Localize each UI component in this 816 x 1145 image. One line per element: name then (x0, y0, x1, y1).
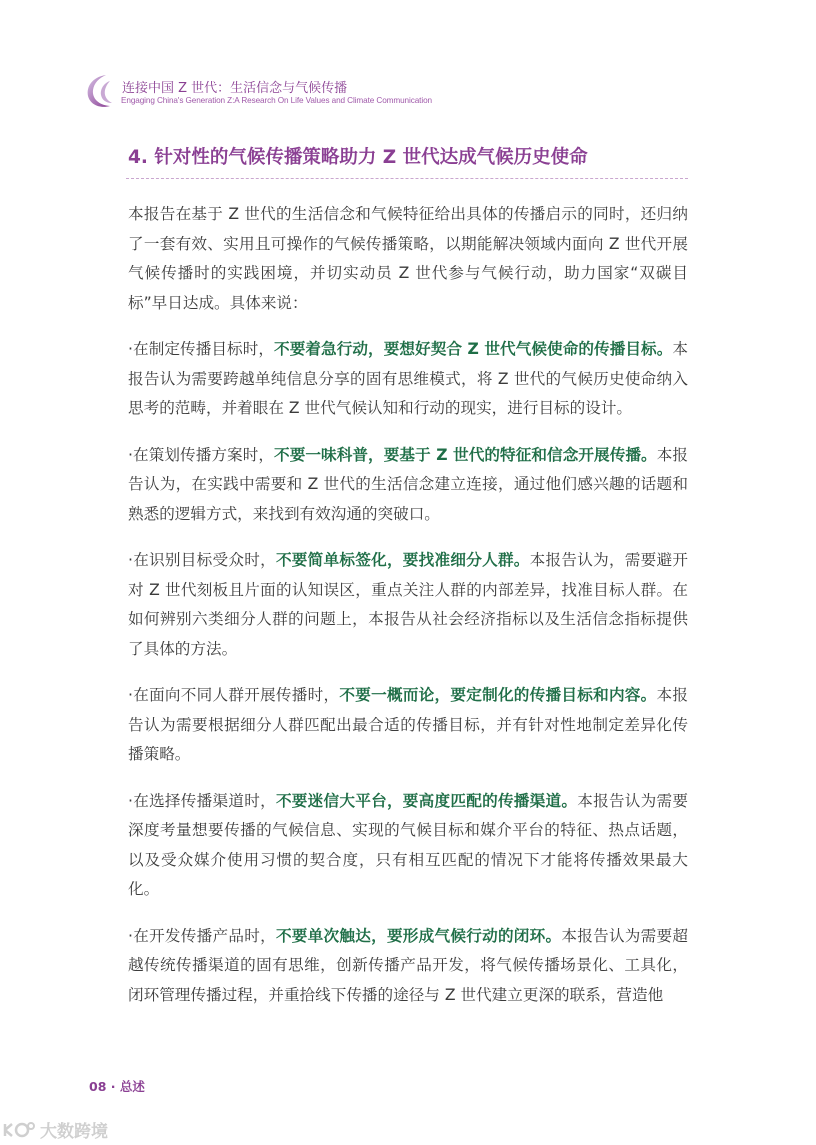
section-title: 4. 针对性的气候传播策略助力 Z 世代达成气候历史使命 (128, 147, 588, 168)
strategy-item (128, 546, 688, 664)
strategy-body: 本报告认为需要深度考量想要传播的气候信息、实现的气候目标和媒介平台的特征、热点话题，以及受众媒介使用习惯的契合度，只有相互匹配的情况下才能将传播效果最大化。 (128, 791, 688, 898)
crescent-moon-icon (84, 73, 116, 109)
strategy-body: 本报告认为需要超越传统传播渠道的固有思维，创新传播产品开发，将气候传播场景化、工具化，闭环管理传播过程，并重拾线下传播的途径与 Z 世代建立更深的联系，营造他 (128, 926, 688, 1004)
strategy-highlight: 不要着急行动，要想好契合 Z 世代气候使命的传播目标。 (274, 340, 673, 358)
strategy-highlight: 不要迷信大平台，要高度匹配的传播渠道。 (275, 791, 578, 810)
strategy-body: 本报告认为需要根据细分人群匹配出最合适的传播目标，并有针对性地制定差异化传播策略。 (128, 686, 688, 763)
strategy-lead: ·在开发传播产品时， (128, 926, 276, 945)
title-divider (126, 178, 688, 179)
strategy-lead: ·在制定传播目标时， (128, 340, 275, 358)
strategy-item (128, 922, 688, 1011)
strategy-body: 本报告认为，在实践中需要和 Z 世代的生活信念建立连接，通过他们感兴趣的话题和熟悉的逻辑方式，来找到有效沟通的突破口。 (128, 445, 688, 523)
strategy-highlight: 不要一概而论，要定制化的传播目标和内容。 (339, 686, 657, 704)
document-body (128, 200, 688, 1027)
strategy-item (128, 681, 688, 770)
intro-paragraph: 本报告在基于 Z 世代的生活信念和气候特征给出具体的传播启示的同时，还归纳了一套有效、实用且可操作的气候传播策略，以期能解决领域内面向 Z 世代开展气候传播时的实践困境，并切实动员 Z 世代参与气候行动，助力国家“双碳目标”早日达成。具体来说： (128, 205, 688, 312)
strategy-lead: ·在选择传播渠道时， (128, 791, 276, 810)
strategy-highlight: 不要单次触达，要形成气候行动的闭环。 (275, 926, 562, 945)
strategy-item (128, 335, 688, 424)
watermark (2, 1117, 108, 1142)
strategy-highlight: 不要简单标签化，要找准细分人群。 (275, 551, 530, 569)
strategy-lead: ·在策划传播方案时， (128, 445, 275, 464)
strategy-lead: ·在识别目标受众时， (128, 551, 276, 569)
watermark-logo-icon (2, 1120, 36, 1140)
strategy-item (128, 787, 688, 905)
strategy-body: 本报告认为，需要避开对 Z 世代刻板且片面的认知误区，重点关注人群的内部差异，找准目标人群。在如何辨别六类细分人群的问题上，本报告从社会经济指标以及生活信念指标提供了具体的方法。 (128, 551, 688, 658)
watermark-text: 大数跨境 (40, 1122, 108, 1142)
strategy-body: 本报告认为需要跨越单纯信息分享的固有思维模式，将 Z 世代的气候历史使命纳入思考的范畴，并着眼在 Z 世代气候认知和行动的现实，进行目标的设计。 (128, 340, 688, 417)
header-title: 连接中国 Z 世代：生活信念与气候传播 (122, 81, 348, 96)
strategy-lead: ·在面向不同人群开展传播时， (128, 686, 340, 704)
header-subtitle: Engaging China's Generation Z:A Research On Life Values and Climate Communication (121, 96, 432, 105)
strategy-highlight: 不要一味科普，要基于 Z 世代的特征和信念开展传播。 (274, 445, 657, 464)
page-number: 08 · 总述 (89, 1079, 145, 1094)
strategy-item (128, 441, 688, 530)
